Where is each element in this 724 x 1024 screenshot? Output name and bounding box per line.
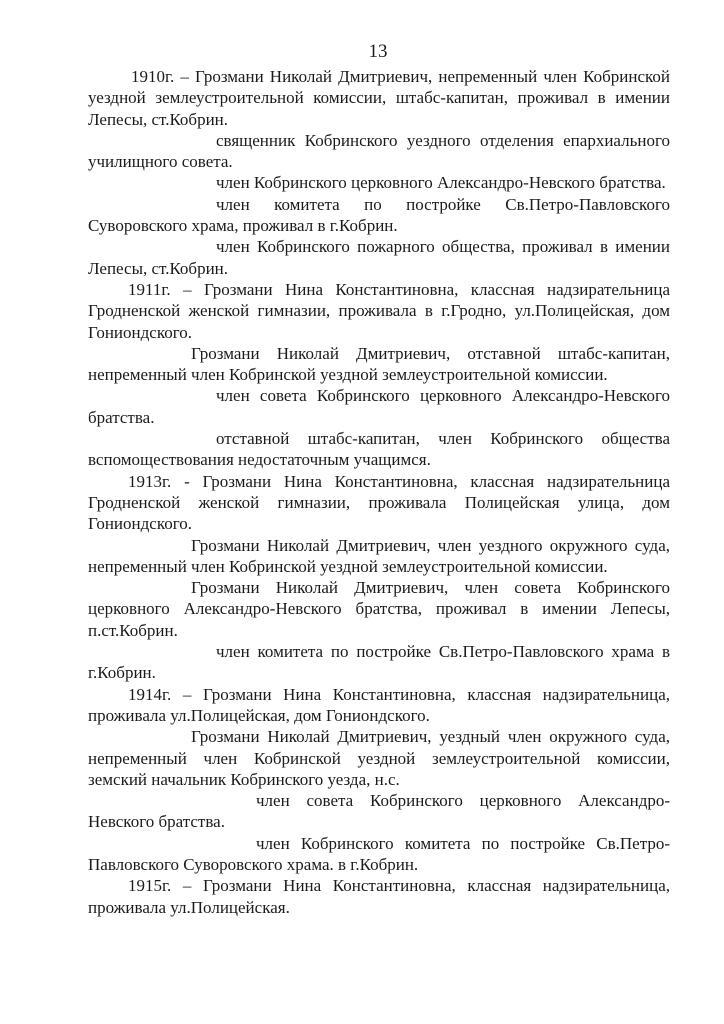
paragraph-1911-nikolai: Грозмани Николай Дмитриевич, отставной штабс-капитан, непременный член Кобринской уездной землеустроительной комиссии. [88, 343, 670, 385]
paragraph-1911-nina: 1911г. – Грозмани Нина Константиновна, классная надзирательница Гродненской женской гимназии, проживала в г.Гродно, ул.Полицейская, дом Гониондского. [88, 279, 670, 342]
paragraph-1913-nina: 1913г. - Грозмани Нина Константиновна, классная надзирательница Гродненской женской гимназии, проживала Полицейская улица, дом Гониондского. [88, 471, 670, 534]
paragraph-1910-fire-society: член Кобринского пожарного общества, проживал в имении Лепесы, ст.Кобрин. [88, 237, 670, 278]
paragraph-1915-nina: 1915г. – Грозмани Нина Константиновна, классная надзирательница, проживала ул.Полицейская. [88, 876, 670, 917]
paragraph-1914-church-committee: член Кобринского комитета по постройке Св.Петро-Павловского Суворовского храма. в г.Кобрин. [88, 833, 670, 874]
paragraph-1911-brotherhood: член совета Кобринского церковного Александро-Невского братства. [88, 386, 670, 427]
document-body [88, 66, 670, 918]
paragraph-1911-student-aid: отставной штабс-капитан, член Кобринского общества вспомоществования недостаточным учащимся. [88, 429, 670, 470]
paragraph-1913-church-committee: член комитета по постройке Св.Петро-Павловского храма в г.Кобрин. [88, 642, 670, 683]
paragraph-1910-church-committee: член комитета по постройке Св.Петро-Павловского Суворовского храма, проживал в г.Кобрин. [88, 194, 670, 236]
paragraph-1910-brotherhood: член Кобринского церковного Александро-Невского братства. [216, 173, 666, 193]
page-number: 13 [368, 41, 388, 62]
paragraph-1914-brotherhood: член совета Кобринского церковного Александро-Невского братства. [88, 791, 670, 832]
paragraph-1913-nikolai-court: Грозмани Николай Дмитриевич, член уездного окружного суда, непременный член Кобринской уездной землеустроительной комиссии. [88, 535, 670, 576]
paragraph-1910-priest: священник Кобринского уездного отделения епархиального училищного совета. [88, 130, 670, 172]
paragraph-1914-nina: 1914г. – Грозмани Нина Константиновна, классная надзирательница, проживала ул.Полицейская, дом Гониондского. [88, 684, 670, 725]
paragraph-1913-nikolai-brotherhood: Грозмани Николай Дмитриевич, член совета Кобринского церковного Александро-Невского братства, проживал в имении Лепесы, п.ст.Кобрин. [88, 578, 670, 640]
paragraph-1914-nikolai: Грозмани Николай Дмитриевич, уездный член окружного суда, непременный член Кобринской уездной землеустроительной комиссии, земский начальник Кобринского уезда, н.с. [88, 727, 670, 789]
paragraph-1910-main: 1910г. – Грозмани Николай Дмитриевич, непременный член Кобринской уездной землеустроительной комиссии, штабс-капитан, проживал в имении Лепесы, ст.Кобрин. [88, 67, 670, 129]
